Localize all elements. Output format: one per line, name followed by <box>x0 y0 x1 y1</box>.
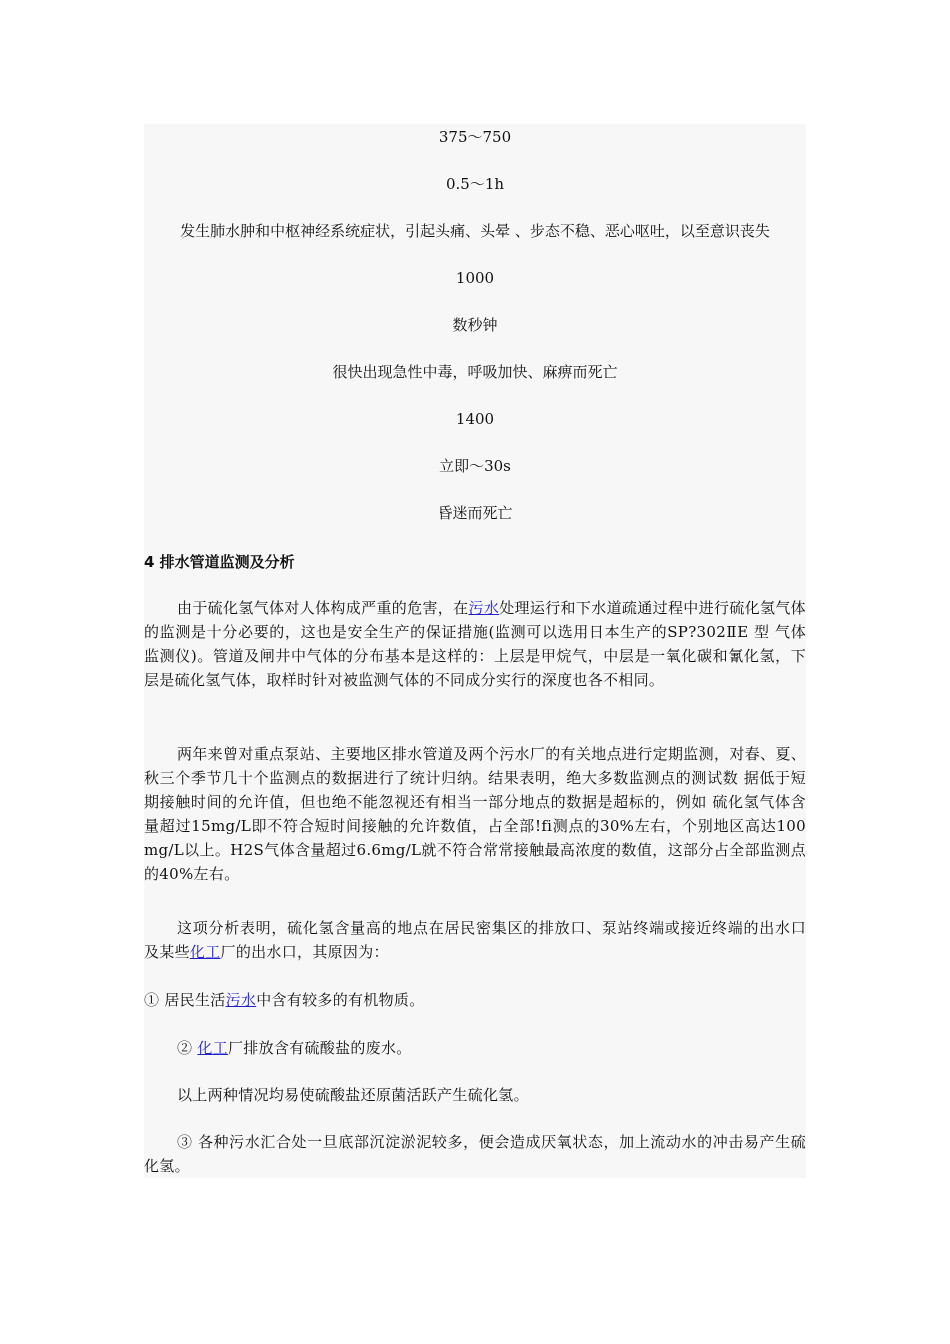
link-wastewater[interactable]: 污水 <box>468 599 500 617</box>
paragraph-monitoring-results: 两年来曾对重点泵站、主要地区排水管道及两个污水厂的有关地点进行定期监测，对春、夏、秋三个季节几十个监测点的数据进行了统计归纳。结果表明，绝大多数监测点的测试数 据低于短期接触时间的允许值，但也绝不能忽视还有相当一部分地点的数据是超标的，例如 硫化氢气体含量超过15mg/L即不符合短时间接触的允许数值，占全部!fi测点的30%左右，个别地区高达100 mg/L以上。H2S气体含量超过6.6mg/L就不符合常常接触最高浓度的数值，这部分占全部监测点的40%左右。 <box>144 745 806 883</box>
table-cell-symptom: 发生肺水肿和中枢神经系统症状，引起头痛、头晕 、步态不稳、恶心呕吐，以至意识丧失 <box>180 222 770 240</box>
paragraph-text: 由于硫化氢气体对人体构成严重的危害，在 <box>177 599 469 617</box>
table-cell-symptom: 昏迷而死亡 <box>437 504 513 522</box>
table-cell-symptom: 很快出现急性中毒，呼吸加快、麻痹而死亡 <box>332 363 618 381</box>
list-item-3: ③ 各种污水汇合处一旦底部沉淀淤泥较多，便会造成厌氧状态，加上流动水的冲击易产生硫化氢。 <box>144 1133 806 1175</box>
section-heading: 4 排水管道监测及分析 <box>144 553 295 571</box>
paragraph-text: 处理运行和下水道疏通过程中进行硫化氢气体的监测是十分必要的，这也是安全生产的保证措施(监测可以选用日本生产的SP?302ⅡE 型 气体监测仪)。管道及闸井中气体的分布基本是这样的：上层是甲烷气，中层是一氧化碳和氰化氢，下层是硫化氢气体，取样时针对被监测气体的不同成分实行的深度也各不相同。 <box>144 599 806 689</box>
link-chemical[interactable]: 化工 <box>189 943 221 961</box>
paragraph-monitoring-intro <box>144 596 806 692</box>
list-item-1 <box>144 988 806 1012</box>
document-content <box>144 124 806 1178</box>
table-cell-duration: 数秒钟 <box>452 316 498 334</box>
list-item-2 <box>144 1036 806 1060</box>
table-cell-concentration: 375～750 <box>438 128 512 146</box>
link-wastewater[interactable]: 污水 <box>225 991 257 1009</box>
paragraph-analysis <box>144 916 806 964</box>
list-item-text: ① 居民生活 <box>144 991 226 1009</box>
list-item-text: ② <box>177 1039 198 1057</box>
list-item-text: 中含有较多的有机物质。 <box>256 991 425 1009</box>
table-cell-duration: 立即～30s <box>439 457 511 475</box>
list-item-text: 厂排放含有硫酸盐的废水。 <box>227 1039 412 1057</box>
link-chemical[interactable]: 化工 <box>197 1039 228 1057</box>
paragraph-text: 这项分析表明，硫化氢含量高的地点在居民密集区的排放口、泵站终端或接近终端的出水口 及某些 <box>144 919 806 961</box>
paragraph-text: 厂的出水口，其原因为： <box>220 943 389 961</box>
table-cell-concentration: 1000 <box>455 269 495 287</box>
table-cell-duration: 0.5～1h <box>445 175 505 193</box>
table-cell-concentration: 1400 <box>455 410 495 428</box>
paragraph-summary: 以上两种情况均易使硫酸盐还原菌活跃产生硫化氢。 <box>177 1086 529 1104</box>
